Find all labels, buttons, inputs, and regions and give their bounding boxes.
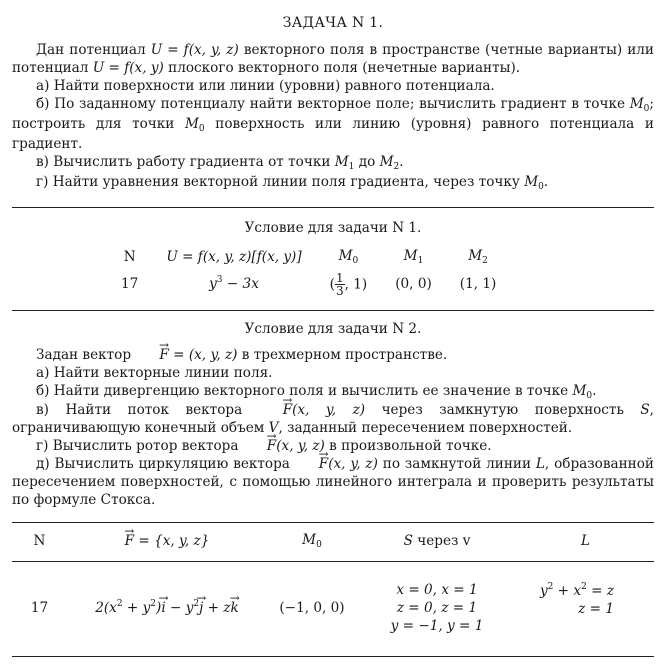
table-header-row <box>107 246 510 270</box>
condition-2-item-d: д) Вычислить циркуляцию вектора → F(x, y, z) по замкнутой линии L, образованной пересечением поверхностей, с помощью линейного интеграла и проверить результаты по формуле Стокса. <box>12 456 654 510</box>
table-row <box>107 270 510 300</box>
condition-2-table <box>12 523 654 561</box>
task-title: ЗАДАЧА N 1. <box>282 15 384 31</box>
table-header-row <box>12 523 654 561</box>
header-m0: $M_0$ <box>302 532 322 551</box>
header-l: L <box>580 533 591 550</box>
cell-u: $y^3 - 3x$ <box>209 275 259 293</box>
task-item-g: г) Найти уравнения векторной линии поля градиента, через точку $M_0$. <box>36 173 549 192</box>
task-item-a: а) Найти поверхности или линии (уровни) равного потенциала. <box>36 78 495 95</box>
condition-2-given: Задан вектор → F = (x, y, z) в трехмерном пространстве. <box>12 347 654 365</box>
task-intro: Дан потенциал U = f(x, y, z) векторного поля в пространстве (четные варианты) или потенциал U = f(x, y) плоского векторного поля (нечетные варианты). <box>12 42 654 77</box>
task-item-v: в) Вычислить работу градиента от точки $M_1$ до $M_2$. <box>36 153 404 172</box>
cell-s: x = 0, x = 1 z = 0, z = 1 y = −1, y = 1 <box>390 582 484 634</box>
divider <box>12 561 654 562</box>
divider <box>12 310 654 311</box>
cell-f: $2(x^2 + y^2)\to i - y^2\to j + z\to k$ <box>67 582 267 636</box>
condition-2-item-b: б) Найти дивергенцию векторного поля и вычислить ее значение в точке $M_0$. <box>36 382 597 401</box>
divider <box>12 207 654 208</box>
cell-l: $y^2 + x^2 = z$ z = 1 <box>539 582 614 617</box>
cell-n: 17 <box>121 275 139 292</box>
condition-2-item-g: г) Вычислить ротор вектора → F(x, y, z) в произвольной точке. <box>12 438 654 456</box>
condition-2-table-body <box>12 582 654 636</box>
cell-m2: (1, 1) <box>459 275 497 292</box>
header-n: N <box>123 248 136 265</box>
divider <box>12 656 654 657</box>
header-m0: $M_0$ <box>338 247 359 266</box>
header-m1: $M_1$ <box>403 247 424 266</box>
table-row <box>12 582 654 636</box>
condition-2-item-a: а) Найти векторные линии поля. <box>36 364 273 381</box>
cell-m0: ( $\frac{1}{3}$ , 1) <box>329 270 368 299</box>
condition-1-heading: Условие для задачи N 1. <box>244 219 422 236</box>
condition-2-item-v: в) Найти поток вектора → F(x, y, z) через замкнутую поверхность S, ограничивающую конечный объем V, заданный пересечением поверхностей. <box>12 402 654 438</box>
condition-1-table <box>107 246 510 300</box>
header-m2: $M_2$ <box>468 247 488 266</box>
header-s: S через v <box>403 533 471 550</box>
condition-2-heading: Условие для задачи N 2. <box>244 320 422 337</box>
header-u: U = f(x, y, z)[f(x, y)] <box>166 248 302 265</box>
cell-m1: (0, 0) <box>395 275 432 292</box>
header-f: → F = {x, y, z} <box>67 523 267 561</box>
cell-m0: (−1, 0, 0) <box>279 599 345 616</box>
header-n: N <box>33 533 46 550</box>
task-item-b: б) По заданному потенциалу найти векторное поле; вычислить градиент в точке $M_0$; построить для точки $M_0$ поверхность или линию (уровня) равного потенциала и градиент. <box>12 96 654 153</box>
document-page <box>12 0 654 657</box>
cell-n: 17 <box>30 599 49 616</box>
